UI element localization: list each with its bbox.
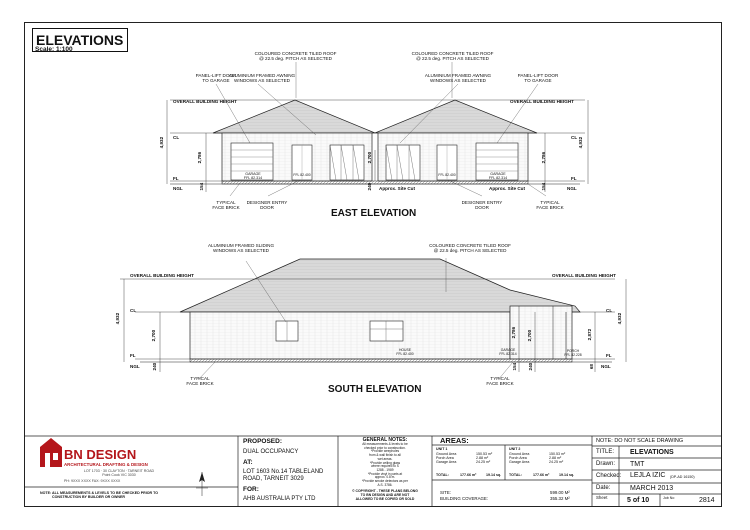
unit2-rows: Ground Area 150.53 m² Porch Area 2.88 m² Garage Area 24.25 m² <box>509 452 566 465</box>
proposed-label: PROPOSED: <box>243 438 283 445</box>
east-dim-base-right: 154 <box>541 182 547 191</box>
east-dim-total-right: 4,932 <box>578 136 584 149</box>
east-note-awning-right: ALUMINIUM FRAMED AWNING WINDOWS AS SELECTED <box>424 73 492 84</box>
east-house-ffl-right: FFL 82.400 <box>438 173 456 177</box>
south-dim-b1: 154 <box>512 362 518 371</box>
east-garage-label-left: GARAGE FFL 82.314 <box>243 172 263 180</box>
east-obh-right: OVERALL BUILDING HEIGHT <box>510 99 574 104</box>
east-note-entry-left: DESIGNER ENTRY DOOR <box>246 200 288 211</box>
south-garage-label: GARAGE FFL 82.314 <box>499 348 517 356</box>
company-address: LOT 1703 · 30 CLAYTON · TARNEIT ROAD Point Cook VIC 3030 <box>83 469 155 478</box>
south-dim-total-right: 4,932 <box>617 312 623 325</box>
south-ngl-right: NGL <box>601 364 611 369</box>
east-garage-label-right: GARAGE FFL 82.314 <box>488 172 508 180</box>
drawn-label: Drawn: <box>596 461 616 467</box>
drawn-value: TMT <box>630 461 645 468</box>
scale-label: Scale: 1:100 <box>35 46 73 53</box>
east-house-ffl-left: FFL 82.400 <box>293 173 311 177</box>
south-note-brick-left: TYPICAL FACE BRICK <box>186 376 214 387</box>
east-ngl-left: NGL <box>173 186 183 191</box>
copyright-note: © COPYRIGHT - THESE PLANS BELONG TO BN DESIGN AND ARE NOT ALLOWED TO BE COPIED OR SOLD <box>352 489 418 501</box>
for-label: FOR: <box>243 486 259 493</box>
north-arrow-icon <box>196 472 208 496</box>
east-fl-left: FL <box>173 176 179 181</box>
east-note-roof-left: COLOURED CONCRETE TILED ROOF @ 22.5 deg. PITCH AS SELECTED <box>254 51 337 62</box>
company-phone: PH: 9XXX XXXX FAX: 9XXX XXXX <box>64 479 121 483</box>
at-label: AT: <box>243 459 253 466</box>
proposed-value: DUAL OCCUPANCY <box>243 449 299 455</box>
areas-title: AREAS: <box>440 436 469 445</box>
east-dim-total-left: 4,932 <box>159 136 165 149</box>
company-note: NOTE: ALL MEASUREMENTS & LEVELS TO BE CHECKED PRIOR TO CONSTRUCTION BY BUILDER OR OWNER <box>40 491 159 500</box>
east-dim-wall-mid: 2,700 <box>367 151 373 164</box>
east-cl-right: CL <box>571 135 578 140</box>
south-porch-label: PORCH FFL 82.228 <box>564 349 582 357</box>
unit1-total: TOTAL: 177.66 m² 19.14 sq. <box>436 473 502 477</box>
south-dim-b3: 68 <box>588 364 594 370</box>
date-value: MARCH 2013 <box>630 485 674 492</box>
general-notes-title: GENERAL NOTES: <box>362 437 408 443</box>
south-note-brick-right: TYPICAL FACE BRICK <box>486 376 514 387</box>
east-site-cut-right: Approx. Site Cut <box>489 186 525 191</box>
do-not-scale-note: NOTE: DO NOT SCALE DRAWING <box>596 438 684 444</box>
east-cl-left: CL <box>173 135 180 140</box>
east-dim-base-mid: 240 <box>367 182 373 191</box>
east-note-panel-right: PANEL-LIFT DOOR TO GARAGE <box>517 73 559 84</box>
south-dim-g3: 2,872 <box>587 328 593 341</box>
job-value: 2814 <box>699 497 715 504</box>
south-dim-base-left: 240 <box>152 362 158 371</box>
checked-label: Checked: <box>596 473 622 479</box>
east-note-brick-left: TYPICAL FACE BRICK <box>212 200 240 211</box>
at-value: LOT 1603 No.14 TABLELAND ROAD, TARNEIT 3029 <box>243 469 324 482</box>
east-dim-wall-left: 2,786 <box>197 151 203 164</box>
south-fl-left: FL <box>130 353 136 358</box>
south-house-label: HOUSE FFL 82.400 <box>396 348 414 356</box>
site-label: SITE: <box>440 490 451 495</box>
south-note-roof: COLOURED CONCRETE TILED ROOF @ 22.5 deg. PITCH AS SELECTED <box>429 243 511 254</box>
sheet-title: ELEVATIONS <box>32 28 128 52</box>
south-obh-left: OVERALL BUILDING HEIGHT <box>130 273 194 278</box>
company-name: BN DESIGN <box>64 447 137 462</box>
general-notes-body: All measurements & levels to be checked prior to construction. *Provide weepholes from & wall finish to all wet areas. *Provide ceiling glass where required to S 1288 - 1989 *Provide vinyl in parts at approx. 0.8 m. *Provide smoke detectors as per A.S. 3786. <box>361 442 409 487</box>
south-obh-right: OVERALL BUILDING HEIGHT <box>552 273 616 278</box>
sheet-value: 5 of 10 <box>627 497 650 504</box>
unit2-total: TOTAL: 177.66 m² 19.14 sq. <box>509 473 575 477</box>
title-label: TITLE: <box>596 449 615 455</box>
east-note-brick-right: TYPICAL FACE BRICK <box>536 200 564 211</box>
south-dim-wall-left: 2,700 <box>151 329 157 342</box>
south-fl-right: FL <box>606 353 612 358</box>
coverage-value: 355.32 M² <box>550 496 570 501</box>
coverage-label: BUILDING COVERAGE: <box>440 496 489 501</box>
east-fl-right: FL <box>571 176 577 181</box>
company-tagline: ARCHITECTURAL DRAFTING & DESIGN <box>64 462 148 467</box>
east-note-panel-left: PANEL-LIFT DOOR TO GARAGE <box>195 73 237 84</box>
south-dim-g1: 2,786 <box>511 326 517 339</box>
unit1-name: UNIT 1 <box>436 447 448 451</box>
south-ngl-left: NGL <box>130 364 140 369</box>
title-value: ELEVATIONS <box>630 449 674 456</box>
east-site-cut-left: Approx. Site Cut <box>379 186 415 191</box>
south-dim-total-left: 4,932 <box>115 312 121 325</box>
east-obh-left: OVERALL BUILDING HEIGHT <box>173 99 237 104</box>
east-note-awning-left: ALUMINIUM FRAMED AWNING WINDOWS AS SELECTED <box>228 73 296 84</box>
east-dim-wall-right: 2,786 <box>541 151 547 164</box>
south-cl-right: CL <box>606 308 613 313</box>
east-note-entry-right: DESIGNER ENTRY DOOR <box>461 200 503 211</box>
unit2-name: UNIT 2 <box>509 447 521 451</box>
checked-extra: (DP-AD 16150) <box>670 475 695 479</box>
south-note-sliding: ALUMINIUM FRAMED SLIDING WINDOWS AS SELECTED <box>207 243 275 254</box>
east-ngl-right: NGL <box>567 186 577 191</box>
south-elevation-title: SOUTH ELEVATION <box>328 384 422 395</box>
south-dim-b2: 240 <box>528 362 534 371</box>
unit1-rows: Ground Area 150.53 m² Porch Area 2.88 m² Garage Area 24.25 m² <box>436 452 493 465</box>
sheet-label: Sheet <box>596 495 608 500</box>
south-cl-left: CL <box>130 308 137 313</box>
checked-value: LEJLA IZIC <box>630 472 666 479</box>
date-label: Date: <box>596 485 611 491</box>
for-value: AHB AUSTRALIA PTY LTD <box>243 496 316 502</box>
site-value: 599.00 M² <box>550 490 570 495</box>
bn-logo-mark <box>40 447 62 467</box>
east-elevation-title: EAST ELEVATION <box>331 208 417 219</box>
east-note-roof-right: COLOURED CONCRETE TILED ROOF @ 22.5 deg. PITCH AS SELECTED <box>411 51 494 62</box>
south-dim-g2: 2,700 <box>527 329 533 342</box>
job-label: Job No <box>663 496 675 500</box>
east-dim-base-left: 154 <box>199 182 205 191</box>
